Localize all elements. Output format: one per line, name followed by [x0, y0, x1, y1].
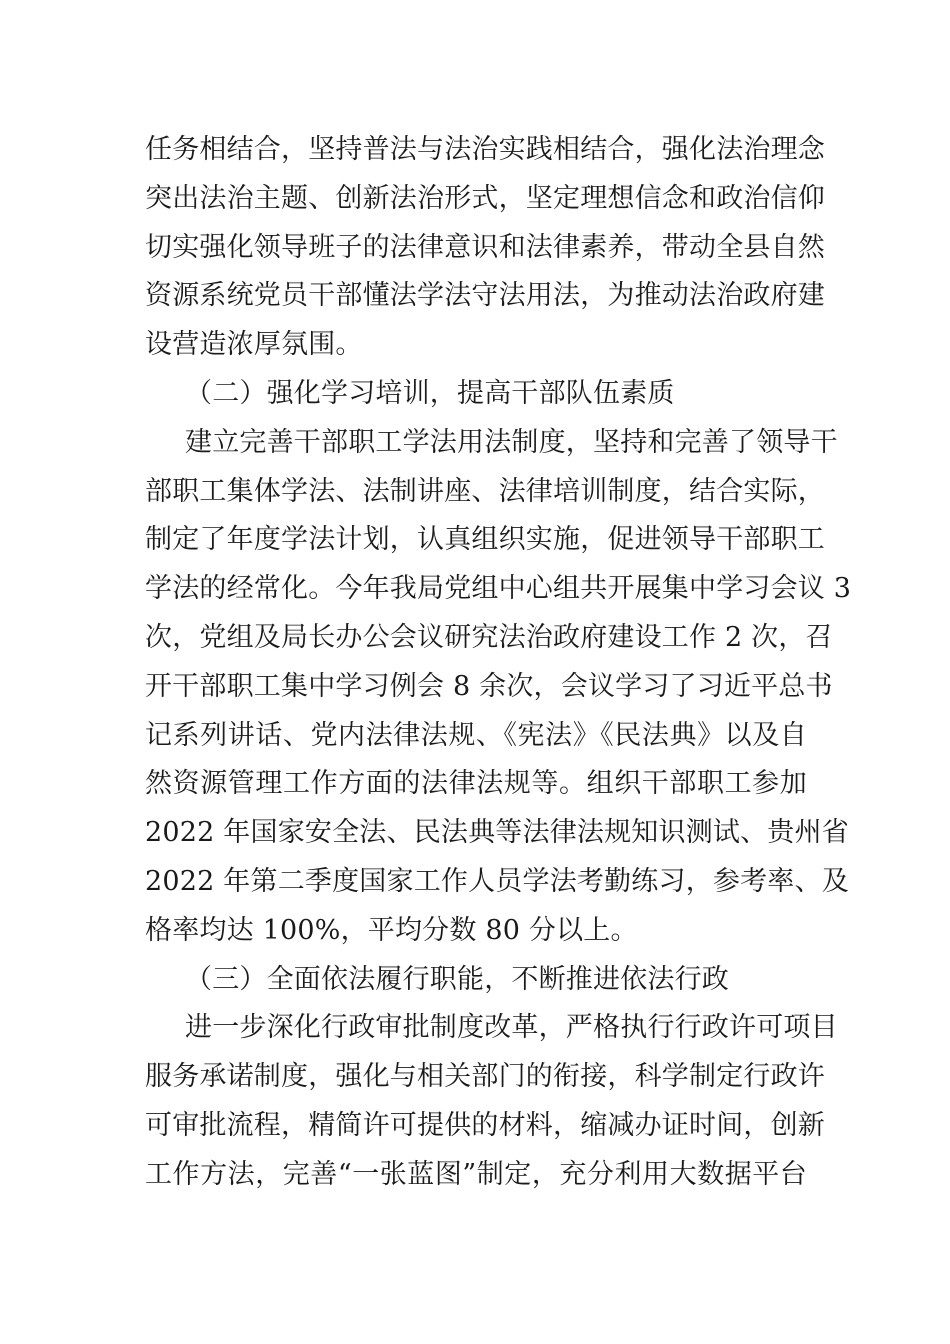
- text-line: 然资源管理工作方面的法律法规等。组织干部职工参加: [145, 768, 807, 800]
- text-line: 突出法治主题、创新法治形式，坚定理想信念和政治信仰: [145, 182, 825, 214]
- text-line: 可审批流程，精简许可提供的材料，缩减办证时间，创新: [145, 1109, 825, 1141]
- text-line: 开干部职工集中学习例会 8 余次，会议学习了习近平总书: [145, 670, 833, 702]
- text-line: 格率均达 100%，平均分数 80 分以上。: [145, 914, 638, 946]
- section-heading-3: （三）全面依法履行职能，不断推进依法行政: [185, 963, 729, 995]
- paragraph-3: [145, 1004, 838, 1199]
- text-line: 切实强化领导班子的法律意识和法律素养，带动全县自然: [145, 231, 825, 263]
- text-line: 部职工集体学法、法制讲座、法律培训制度，结合实际，: [145, 475, 825, 507]
- section-heading-2: （二）强化学习培训，提高干部队伍素质: [185, 377, 675, 409]
- text-line: 制定了年度学法计划，认真组织实施，促进领导干部职工: [145, 524, 825, 556]
- text-line: 学法的经常化。今年我局党组中心组共开展集中学习会议 3: [145, 573, 852, 605]
- text-line: 任务相结合，坚持普法与法治实践相结合，强化法治理念: [145, 134, 825, 165]
- text-line: 次，党组及局长办公会议研究法治政府建设工作 2 次，召: [145, 621, 833, 653]
- text-line: 2022 年第二季度国家工作人员学法考勤练习，参考率、及: [145, 865, 849, 897]
- paragraph-2: [145, 419, 852, 956]
- document-body: [145, 126, 852, 1200]
- text-line: 建立完善干部职工学法用法制度，坚持和完善了领导干: [185, 426, 838, 458]
- text-line: 进一步深化行政审批制度改革，严格执行行政许可项目: [185, 1012, 838, 1044]
- text-line: 设营造浓厚氛围。: [145, 329, 363, 361]
- text-line: 记系列讲话、党内法律法规、《宪法》《民法典》以及自: [145, 719, 807, 751]
- text-line: 服务承诺制度，强化与相关部门的衔接，科学制定行政许: [145, 1061, 825, 1093]
- text-line: 工作方法，完善“一张蓝图”制定，充分利用大数据平台: [145, 1158, 807, 1190]
- text-line: 2022 年国家安全法、民法典等法律法规知识测试、贵州省: [145, 817, 849, 849]
- paragraph-1: [145, 126, 825, 370]
- text-line: 资源系统党员干部懂法学法守法用法，为推动法治政府建: [145, 280, 825, 312]
